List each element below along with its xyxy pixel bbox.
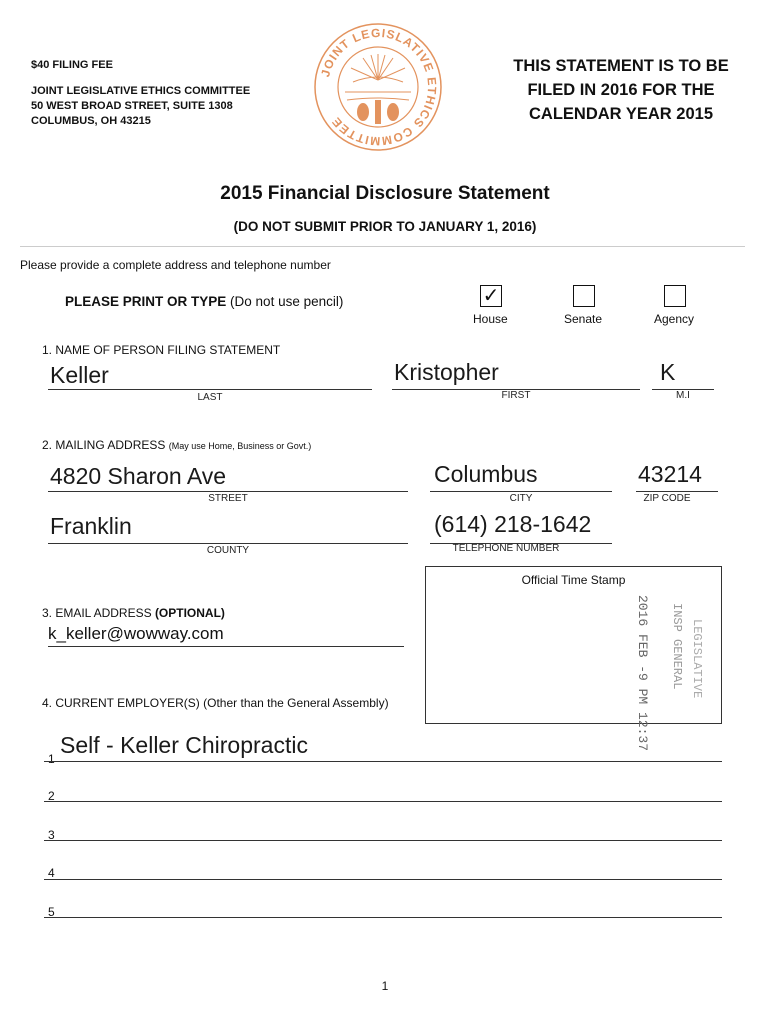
middle-initial-field[interactable]: K (660, 359, 676, 385)
zip-field[interactable]: 43214 (638, 461, 702, 487)
last-name-caption: LAST (197, 392, 223, 403)
last-name-line (48, 389, 372, 390)
print-note (65, 294, 343, 309)
filing-notice (498, 54, 744, 126)
email-optional: (OPTIONAL) (154, 606, 225, 620)
employer-1-field[interactable]: Self - Keller Chiropractic (60, 732, 308, 758)
agency-label: Agency (654, 312, 695, 326)
employer-3-number: 3 (48, 828, 55, 842)
page-title: 2015 Financial Disclosure Statement (220, 183, 550, 204)
county-line (48, 543, 408, 544)
street-line (48, 491, 408, 492)
section-1-label: 1. NAME OF PERSON FILING STATEMENT (42, 343, 281, 357)
filing-fee: $40 FILING FEE (31, 59, 113, 71)
zip-caption: ZIP CODE (643, 493, 691, 504)
time-stamp-office: INSP GENERAL (670, 603, 684, 690)
committee-seal (313, 22, 443, 152)
time-stamp-title: Official Time Stamp (521, 573, 626, 587)
filing-notice-line-1: THIS STATEMENT IS TO BE (513, 57, 729, 75)
section-2-label (42, 438, 311, 452)
senate-checkbox[interactable] (573, 285, 595, 307)
page-number: 1 (381, 979, 389, 993)
last-name-field[interactable]: Keller (50, 362, 109, 388)
committee-address (31, 84, 250, 129)
print-note-bold: PLEASE PRINT OR TYPE (65, 294, 227, 309)
section-3-label (42, 606, 225, 620)
house-checkbox[interactable]: ✓ (480, 285, 502, 307)
employer-1-number: 1 (48, 752, 55, 766)
phone-field[interactable]: (614) 218-1642 (434, 511, 592, 537)
phone-caption: TELEPHONE NUMBER (452, 543, 560, 554)
senate-label: Senate (564, 312, 603, 326)
page-subtitle: (DO NOT SUBMIT PRIOR TO JANUARY 1, 2016) (233, 219, 537, 234)
committee-street: 50 WEST BROAD STREET, SUITE 1308 (31, 100, 233, 112)
middle-initial-caption: M.I (676, 390, 690, 401)
print-note-normal: (Do not use pencil) (230, 294, 344, 309)
time-stamp-box (425, 566, 722, 752)
first-name-field[interactable]: Kristopher (394, 359, 499, 385)
email-line (48, 646, 404, 647)
time-stamp-date: 2016 FEB -9 PM 12:37 (635, 595, 650, 752)
street-caption: STREET (208, 493, 248, 504)
city-field[interactable]: Columbus (434, 461, 538, 487)
employer-5-line (44, 917, 722, 918)
county-field[interactable]: Franklin (50, 513, 132, 539)
filing-notice-line-3: CALENDAR YEAR 2015 (529, 105, 713, 123)
committee-name: JOINT LEGISLATIVE ETHICS COMMITTEE (31, 85, 251, 97)
zip-line (636, 491, 718, 492)
employer-1-line (44, 761, 722, 762)
header-divider (20, 246, 745, 247)
employer-2-number: 2 (48, 789, 55, 803)
instruction-text: Please provide a complete address and telephone number (20, 258, 331, 272)
employer-2-line (44, 801, 722, 802)
email-field[interactable]: k_keller@wowway.com (48, 624, 224, 643)
agency-checkbox[interactable] (664, 285, 686, 307)
mailing-address-label: 2. MAILING ADDRESS (42, 438, 166, 452)
county-caption: COUNTY (206, 545, 250, 556)
time-stamp-legislative: LEGISLATIVE (690, 619, 704, 699)
employer-4-number: 4 (48, 866, 55, 880)
employer-4-line (44, 879, 722, 880)
email-label: 3. EMAIL ADDRESS (42, 606, 155, 620)
committee-city: COLUMBUS, OH 43215 (31, 115, 151, 127)
mailing-address-note: (May use Home, Business or Govt.) (168, 441, 312, 451)
section-4-label: 4. CURRENT EMPLOYER(S) (Other than the General Assembly) (42, 696, 389, 710)
employer-3-line (44, 840, 722, 841)
street-field[interactable]: 4820 Sharon Ave (50, 463, 227, 489)
svg-text:JOINT LEGISLATIVE ETHICS COMMI (318, 26, 439, 148)
house-label: House (473, 312, 508, 326)
filing-notice-line-2: FILED IN 2016 FOR THE (527, 81, 715, 99)
first-name-caption: FIRST (501, 390, 531, 401)
employer-5-number: 5 (48, 905, 55, 919)
city-line (430, 491, 612, 492)
seal-text: JOINT LEGISLATIVE ETHICS COMMITTEE (318, 25, 440, 149)
city-caption: CITY (509, 493, 533, 504)
